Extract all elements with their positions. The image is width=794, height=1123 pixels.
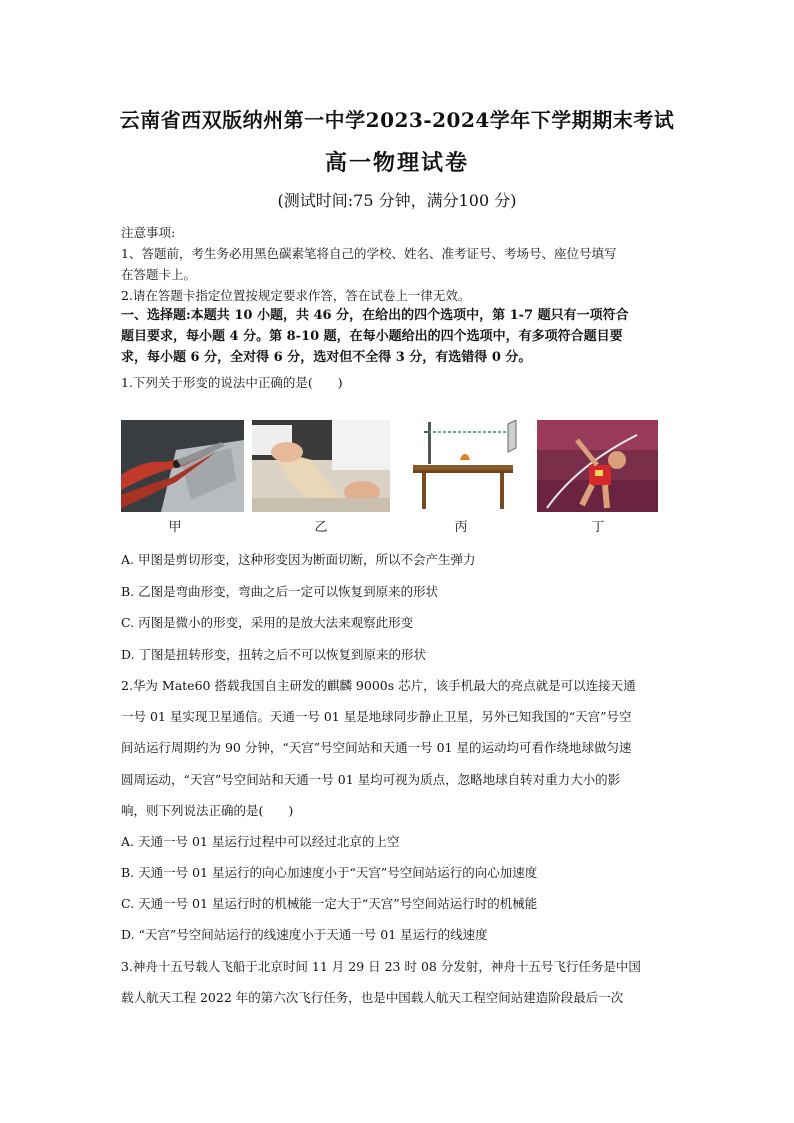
q1-option-a: A. 甲图是剪切形变，这种形变因为断面切断，所以不会产生弹力 [121,552,476,567]
q2-option-a: A. 天通一号 01 星运行过程中可以经过北京的上空 [121,834,400,849]
q3-stem-line: 载人航天工程 2022 年的第六次飞行任务，也是中国载人航天工程空间站建造阶段最后一次 [121,990,624,1005]
notes-item-1b: 在答题卡上。 [121,267,197,282]
shears-image [121,420,244,512]
mirror-table-image [408,420,523,512]
q2-stem-line: 响，则下列说法正确的是( ) [121,803,294,818]
caption-ding: 丁 [591,520,605,535]
notes-item-2: 2.请在答题卡指定位置按规定要求作答，答在试卷上一律无效。 [121,288,471,303]
q2-stem-line: 2.华为 Mate60 搭载我国自主研发的麒麟 9000s 芯片，该手机最大的亮点就是可以连接天通 [121,678,636,693]
caption-yi: 乙 [314,520,328,535]
q2-stem-line: 间站运行周期约为 90 分钟，“天宫”号空间站和天通一号 01 星的运动均可看作绕地球做匀速 [121,740,632,755]
pole-vault-image [537,420,658,512]
q2-option-b: B. 天通一号 01 星运行的向心加速度小于“天宫”号空间站运行的向心加速度 [121,865,538,880]
section-1-line: 求，每小题 6 分，全对得 6 分，选对但不全得 3 分，有选错得 0 分。 [121,350,532,365]
caption-bing: 丙 [454,520,468,535]
q2-option-c: C. 天通一号 01 星运行时的机械能一定大于“天宫”号空间站运行时的机械能 [121,896,538,911]
q2-stem-line: 一号 01 星实现卫星通信。天通一号 01 星是地球同步静止卫星，另外已知我国的“天宫”号空 [121,709,632,724]
q2-stem-line: 圆周运动，“天宫”号空间站和天通一号 01 星均可视为质点，忽略地球自转对重力大小的影 [121,772,621,787]
notes-block [121,222,681,306]
section-1-line: 题目要求，每小题 4 分。第 8-10 题，在每小题给出的四个选项中，有多项符合题目要 [121,329,623,344]
caption-jia: 甲 [168,520,182,535]
notes-heading: 注意事项: [121,225,176,240]
dough-image [252,420,390,512]
q1-option-c: C. 丙图是微小的形变，采用的是放大法来观察此形变 [121,615,414,630]
exam-subject: 高一物理试卷 [324,150,469,176]
section-1-instructions [121,305,681,368]
exam-time-note: (测试时间:75 分钟，满分100 分) [277,191,517,210]
exam-title: 云南省西双版纳州第一中学2023-2024学年下学期期末考试 [119,108,675,132]
q1-option-d: D. 丁图是扭转形变，扭转之后不可以恢复到原来的形状 [121,647,427,662]
q3-stem-line: 3.神舟十五号载人飞船于北京时间 11 月 29 日 23 时 08 分发射，神舟十五号飞行任务是中国 [121,959,641,974]
section-1-line: 一、选择题:本题共 10 小题，共 46 分，在给出的四个选项中，第 1-7 题只有一项符合 [121,308,629,323]
q1-stem: 1.下列关于形变的说法中正确的是( ) [121,375,343,390]
q2-option-d: D. “天宫”号空间站运行的线速度小于天通一号 01 星运行的线速度 [121,927,488,942]
notes-item-1a: 1、答题前，考生务必用黑色碳素笔将自己的学校、姓名、准考证号、考场号、座位号填写 [121,246,617,261]
q1-option-b: B. 乙图是弯曲形变，弯曲之后一定可以恢复到原来的形状 [121,584,439,599]
